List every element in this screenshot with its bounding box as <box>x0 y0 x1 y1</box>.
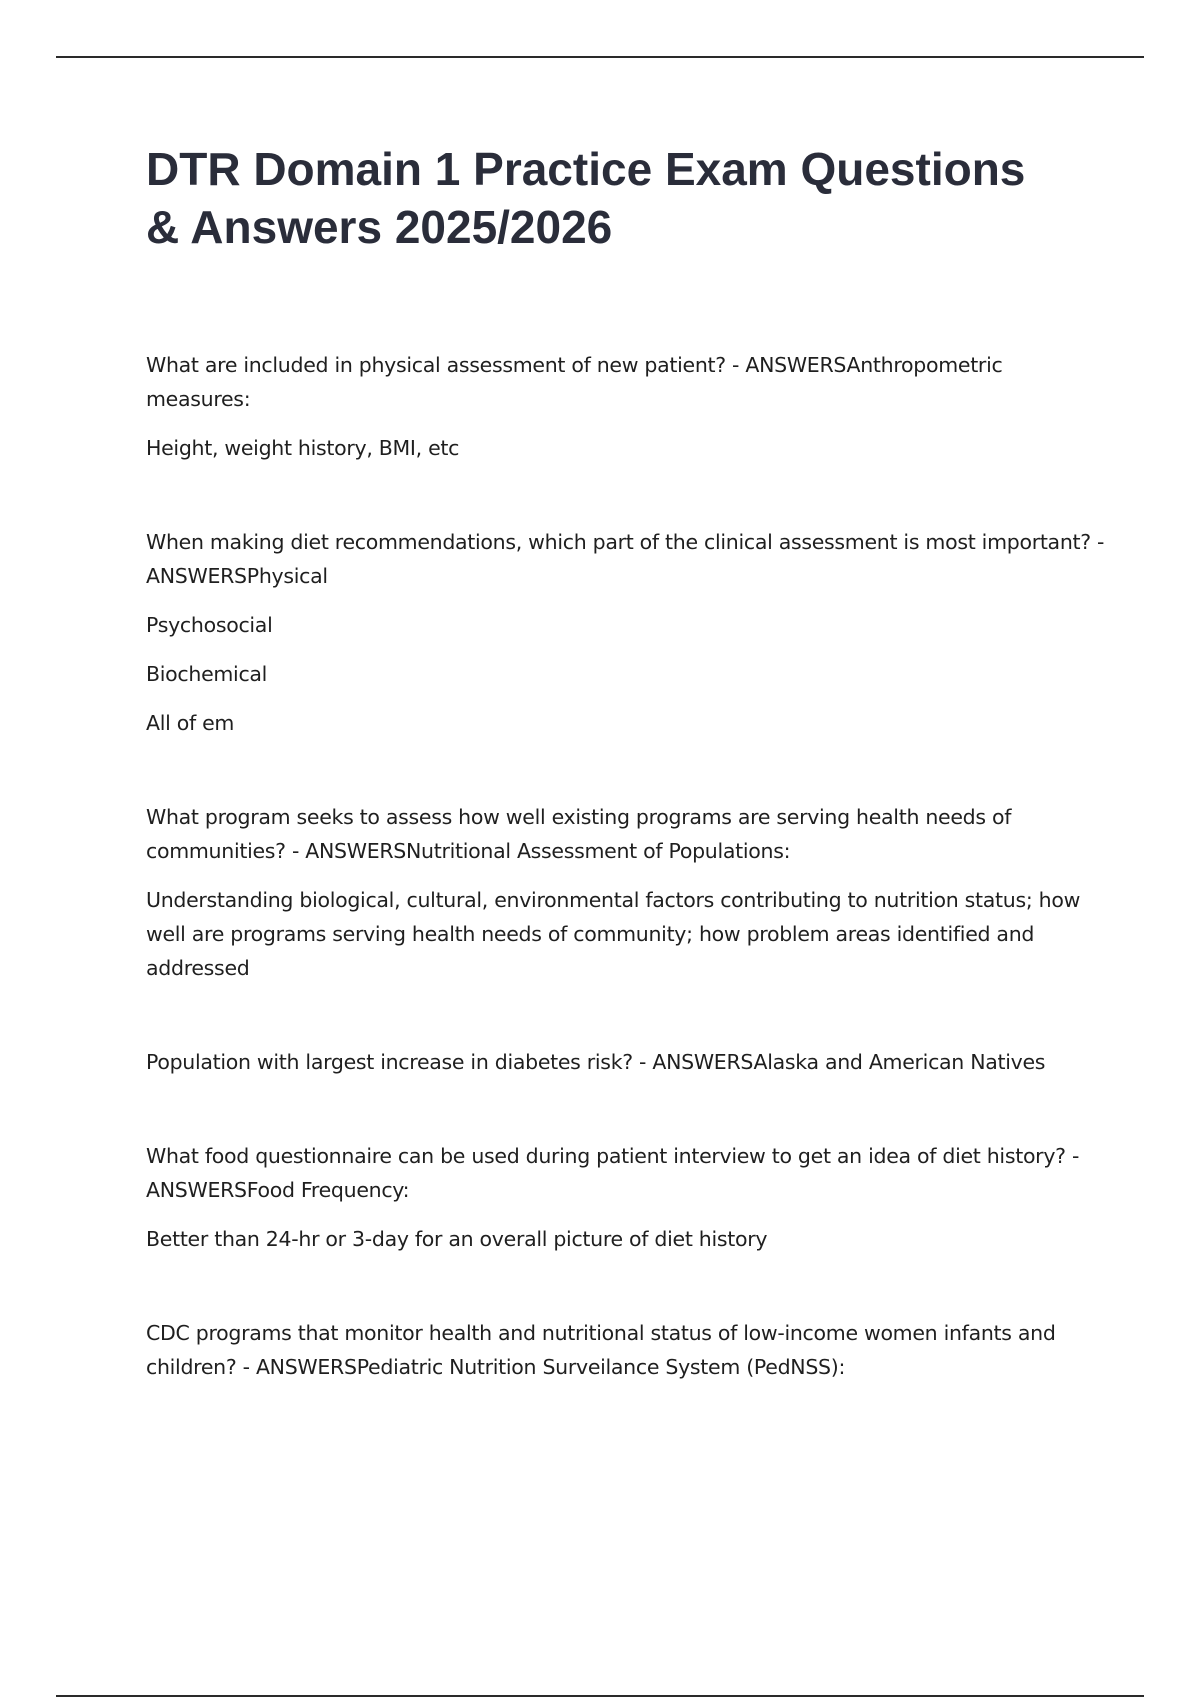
qa-list <box>146 348 1106 1384</box>
title-line-2: & Answers 2025/2026 <box>146 201 613 253</box>
header-rule <box>56 56 1144 58</box>
qa-answer-line: Height, weight history, BMI, etc <box>146 436 460 460</box>
qa-answer-line: All of em <box>146 711 235 735</box>
qa-item <box>146 800 1106 985</box>
qa-item <box>146 1316 1106 1384</box>
document-title <box>146 140 1106 256</box>
qa-question: What food questionnaire can be used during patient interview to get an idea of diet history? - ANSWERSFood Frequency: <box>146 1144 1080 1202</box>
qa-question: What are included in physical assessment of new patient? - ANSWERSAnthropometric measures: <box>146 353 1003 411</box>
qa-question: What program seeks to assess how well existing programs are serving health needs of communities? - ANSWERSNutritional Assessment of Populations: <box>146 805 1012 863</box>
qa-item <box>146 348 1106 465</box>
qa-answer-line: Better than 24-hr or 3-day for an overall picture of diet history <box>146 1227 768 1251</box>
qa-question: CDC programs that monitor health and nutritional status of low-income women infants and children? - ANSWERSPediatric Nutrition Surveilance System (PedNSS): <box>146 1321 1056 1379</box>
qa-item <box>146 525 1106 740</box>
title-line-1: DTR Domain 1 Practice Exam Questions <box>146 143 1026 195</box>
document-body <box>146 140 1106 1384</box>
qa-answer-line: Biochemical <box>146 662 268 686</box>
qa-answer-line: Psychosocial <box>146 613 273 637</box>
qa-question: When making diet recommendations, which part of the clinical assessment is most important? - ANSWERSPhysical <box>146 530 1105 588</box>
qa-answer-line: Understanding biological, cultural, environmental factors contributing to nutrition status; how well are programs serving health needs of community; how problem areas identified and addressed <box>146 888 1081 980</box>
qa-question: Population with largest increase in diabetes risk? - ANSWERSAlaska and American Natives <box>146 1050 1046 1074</box>
footer-rule <box>56 1695 1144 1697</box>
qa-item <box>146 1045 1106 1079</box>
qa-item <box>146 1139 1106 1256</box>
